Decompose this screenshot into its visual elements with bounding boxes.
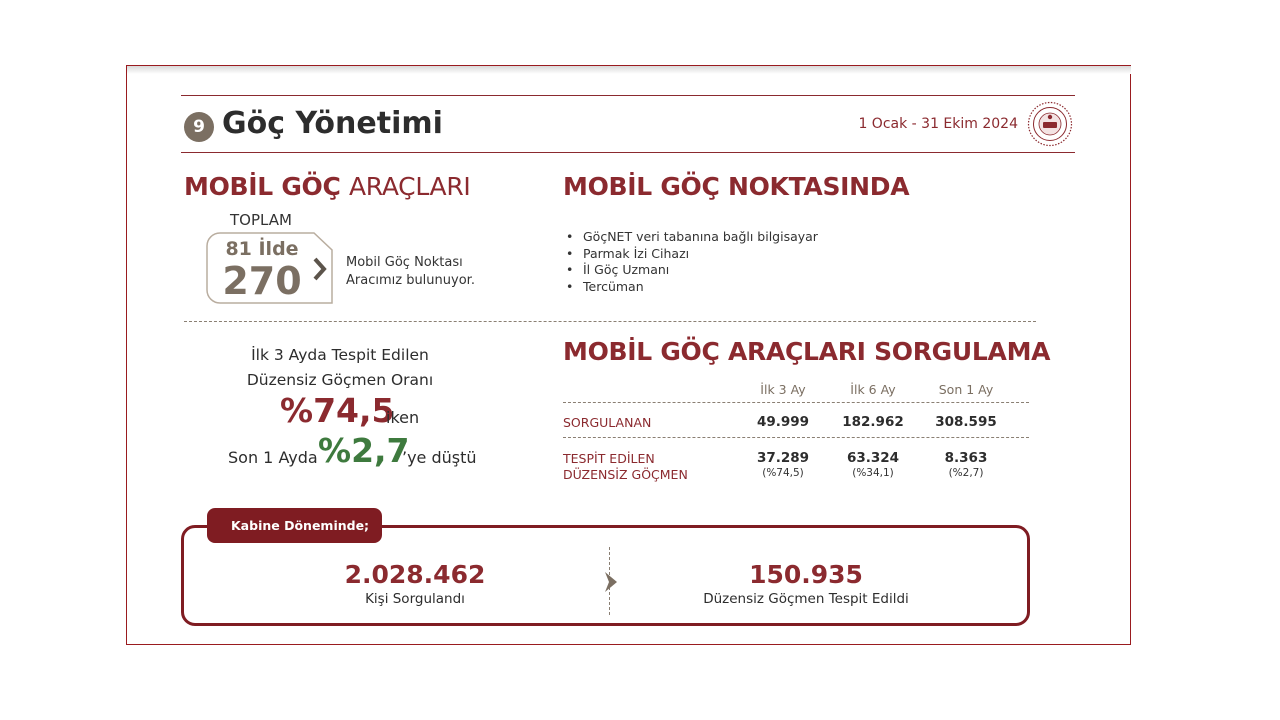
mobile-point-heading: MOBİL GÖÇ NOKTASINDA xyxy=(563,172,910,201)
list-item: • GöçNET veri tabanına bağlı bilgisayar xyxy=(566,229,818,246)
vehicle-description xyxy=(346,254,475,290)
migrants-detected-value: 150.935 xyxy=(749,560,863,589)
people-queried-label: Kişi Sorgulandı xyxy=(365,591,465,607)
slide-top-shadow xyxy=(127,66,1131,74)
vehicle-count: 270 xyxy=(222,259,302,303)
row-label-detected-line2: DÜZENSİZ GÖÇMEN xyxy=(563,467,688,482)
row-label-detected xyxy=(563,451,688,483)
table-cell: 37.289 xyxy=(756,450,810,466)
header-bottom-rule xyxy=(181,152,1075,153)
row-label-detected-line1: TESPİT EDİLEN xyxy=(563,451,655,466)
table-divider xyxy=(563,437,1029,438)
migrants-detected-label: Düzensiz Göçmen Tespit Edildi xyxy=(703,591,909,607)
total-label: TOPLAM xyxy=(230,211,292,229)
rate-second-prefix: Son 1 Ayda xyxy=(228,448,318,467)
row-label-queried: SORGULANAN xyxy=(563,415,652,430)
rate-label-line1: İlk 3 Ayda Tespit Edilen xyxy=(251,346,429,364)
header-top-rule xyxy=(181,95,1075,96)
mobile-vehicles-heading-light: ARAÇLARI xyxy=(348,172,471,201)
column-header-last-month: Son 1 Ay xyxy=(938,382,994,397)
table-cell: 8.363 xyxy=(944,450,988,466)
table-cell: 49.999 xyxy=(756,414,810,430)
table-cell-percentage: (%2,7) xyxy=(948,467,984,479)
rate-first-value: %74,5 xyxy=(280,391,395,430)
mobile-vehicles-heading xyxy=(184,172,470,201)
query-heading: MOBİL GÖÇ ARAÇLARI SORGULAMA xyxy=(563,337,1051,366)
column-header-6-months: İlk 6 Ay xyxy=(850,382,896,397)
section-divider xyxy=(184,321,1036,322)
column-header-3-months: İlk 3 Ay xyxy=(760,382,806,397)
rate-label-line2: Düzensiz Göçmen Oranı xyxy=(246,371,434,389)
list-item: • Tercüman xyxy=(566,279,818,296)
chevron-right-icon xyxy=(603,571,619,593)
table-cell-percentage: (%74,5) xyxy=(762,467,804,479)
page-title: Göç Yönetimi xyxy=(222,106,443,141)
table-cell: 308.595 xyxy=(935,414,997,430)
ministry-seal-icon xyxy=(1027,101,1073,147)
mobile-vehicles-heading-bold: MOBİL GÖÇ xyxy=(184,172,341,201)
date-range: 1 Ocak - 31 Ekim 2024 xyxy=(858,116,1018,132)
rate-first-suffix: iken xyxy=(386,408,420,427)
table-divider xyxy=(563,402,1029,403)
vehicle-description-line1: Mobil Göç Noktası xyxy=(346,255,463,270)
list-item: • Parmak İzi Cihazı xyxy=(566,246,818,263)
vehicle-description-line2: Aracımız bulunuyor. xyxy=(346,273,475,288)
table-cell: 63.324 xyxy=(846,450,900,466)
rate-second-value: %2,7 xyxy=(318,431,410,470)
table-cell: 182.962 xyxy=(842,414,904,430)
rate-second-suffix: ’ye düştü xyxy=(402,448,477,467)
table-cell-percentage: (%34,1) xyxy=(852,467,894,479)
province-count: 81 İlde xyxy=(225,238,299,260)
equipment-list xyxy=(566,229,818,295)
list-item: • İl Göç Uzmanı xyxy=(566,262,818,279)
people-queried-value: 2.028.462 xyxy=(344,560,486,589)
cabinet-period-pill: Kabine Döneminde; xyxy=(207,508,382,543)
section-number-badge: 9 xyxy=(184,112,214,142)
